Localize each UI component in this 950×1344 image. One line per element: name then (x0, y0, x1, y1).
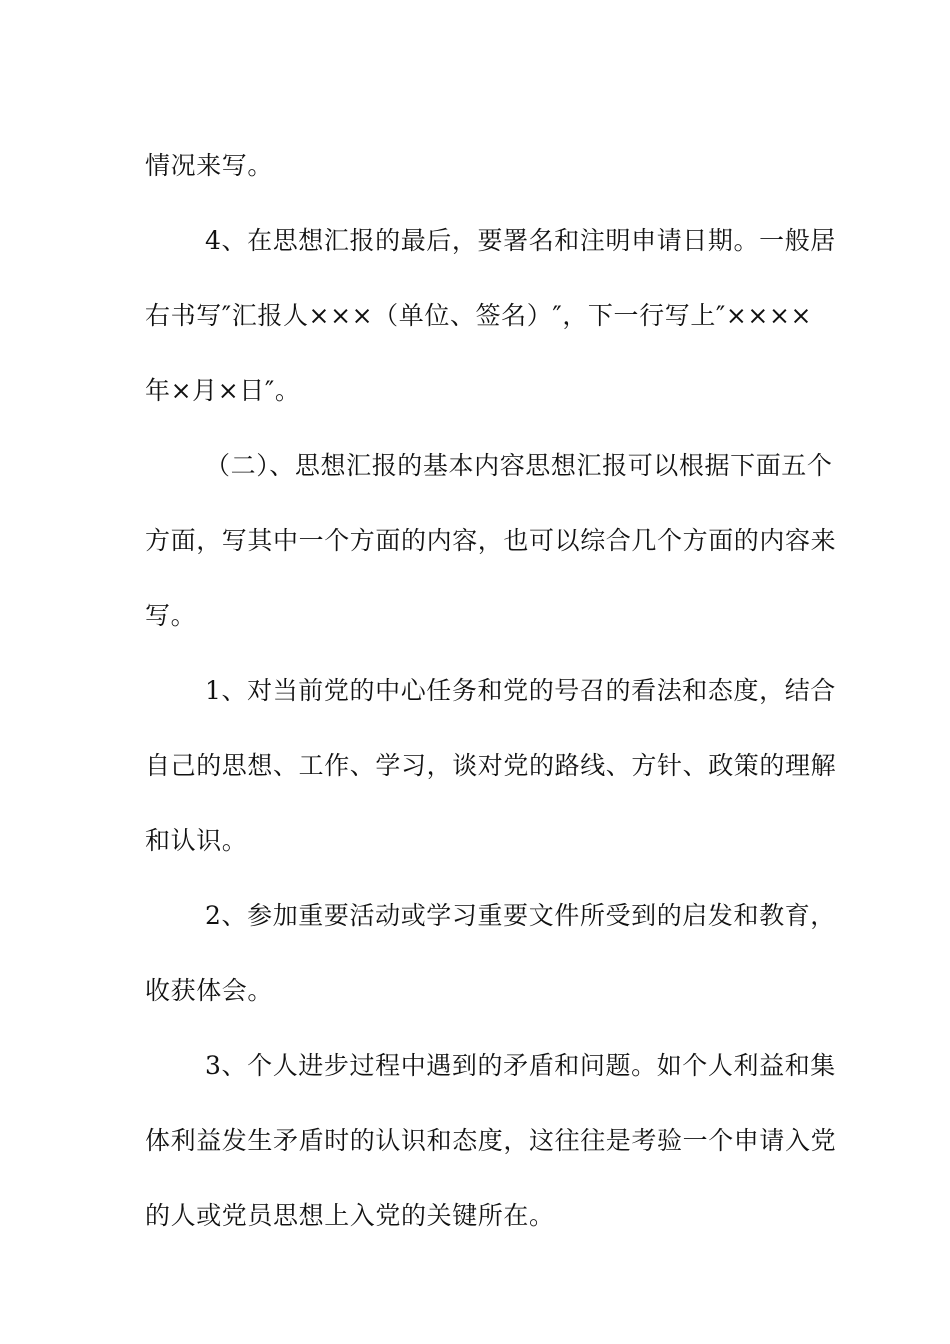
paragraph-item-3 (145, 1028, 837, 1253)
text-line: 年×月×日″。 (145, 376, 301, 405)
text-line: 收获体会。 (145, 976, 274, 1005)
text-line: 写。 (145, 601, 197, 630)
text-line: 1、对当前党的中心任务和党的号召的看法和态度，结合 (205, 676, 836, 705)
text-line: （二）、思想汇报的基本内容思想汇报可以根据下面五个 (205, 451, 833, 480)
text-line: 3、个人进步过程中遇到的矛盾和问题。如个人利益和集 (205, 1051, 836, 1080)
text-line: 情况来写。 (145, 151, 274, 180)
text-line: 4、在思想汇报的最后，要署名和注明申请日期。一般居 (205, 226, 836, 255)
text-line: 2、参加重要活动或学习重要文件所受到的启发和教育， (205, 901, 836, 930)
text-line: 右书写″汇报人×××（单位、签名）″，下一行写上″×××× (145, 301, 813, 330)
paragraph-section-2 (145, 428, 837, 653)
text-line: 的人或党员思想上入党的关键所在。 (145, 1201, 555, 1230)
document-body (145, 128, 837, 1253)
paragraph-item-2 (145, 878, 836, 1028)
text-line: 和认识。 (145, 826, 248, 855)
text-line: 体利益发生矛盾时的认识和态度，这往往是考验一个申请入党 (145, 1126, 837, 1155)
paragraph-item-4 (145, 203, 836, 428)
paragraph-continuation (145, 128, 810, 203)
text-line: 方面，写其中一个方面的内容，也可以综合几个方面的内容来 (145, 526, 837, 555)
text-line: 自己的思想、工作、学习，谈对党的路线、方针、政策的理解 (145, 751, 837, 780)
paragraph-item-1 (145, 653, 837, 878)
